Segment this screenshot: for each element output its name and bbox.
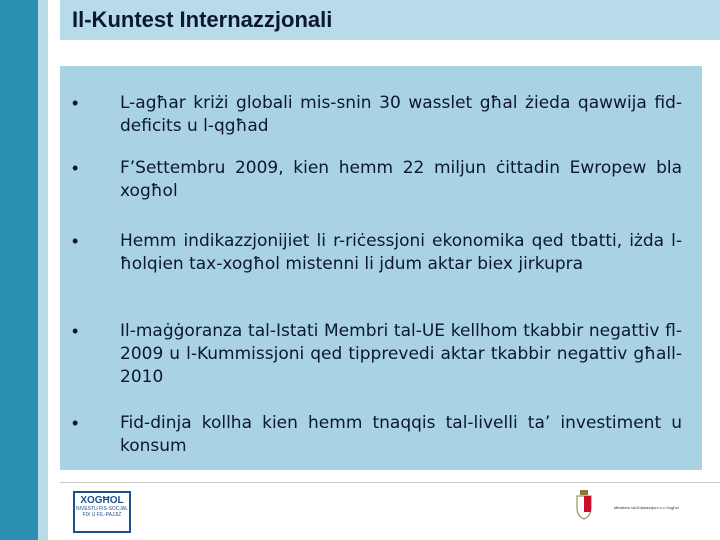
bullet-item: [72, 230, 682, 276]
logo-tagline-2: FIX U FIL-PAJJIŻ: [82, 512, 122, 518]
bullet-marker: •: [72, 413, 79, 433]
logo-wordmark: XOGĦOL: [80, 495, 124, 506]
left-decorative-stripe: [0, 0, 38, 540]
bullet-text: Hemm indikazzjonijiet li r-riċessjoni ekonomika qed tbatti, iżda l-ħolqien tax-xogħol mistenni li jdum aktar biex jirkupra: [120, 231, 682, 274]
logo-tagline-1: NIVESTU FIS-SOĊJAL: [76, 506, 128, 512]
ministry-text: Ministeru tal-Edukazzjoni u x-Xogħol: [614, 505, 679, 510]
bullet-text: L-agħar kriżi globali mis-snin 30 wasslet għal żieda qawwija fid-deficits u l-qgħad: [120, 93, 682, 136]
bullet-text: Il-maġġoranza tal-Istati Membri tal-UE kellhom tkabbir negattiv fl-2009 u l-Kummissjoni qed tipprevedi aktar tkabbir negattiv għall-2010: [120, 321, 682, 387]
footer-divider: [60, 482, 720, 483]
left-decorative-stripe-light: [38, 0, 48, 540]
bullet-text: F’Settembru 2009, kien hemm 22 miljun ċittadin Ewropew bla xogħol: [120, 158, 682, 201]
coat-of-arms-icon: [574, 490, 594, 520]
bullet-marker: •: [72, 93, 79, 113]
slide-title: Il-Kuntest Internazzjonali: [72, 7, 333, 32]
bullet-item: [72, 92, 682, 138]
bullet-marker: •: [72, 231, 79, 251]
bullet-item: [72, 157, 682, 203]
bullet-marker: •: [72, 158, 79, 178]
bullet-item: [72, 412, 682, 458]
bullet-text: Fid-dinja kollha kien hemm tnaqqis tal-livelli ta’ investiment u konsum: [120, 413, 682, 456]
bullet-marker: •: [72, 321, 79, 341]
xoghol-logo: [73, 491, 131, 533]
bullet-item: [72, 320, 682, 389]
